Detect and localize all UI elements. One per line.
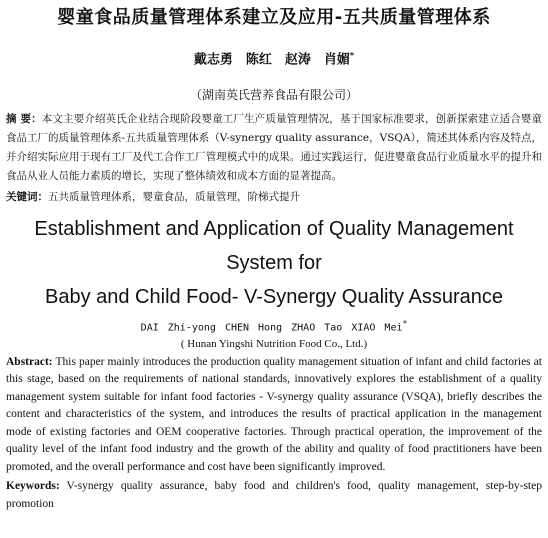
paper-page <box>0 6 548 538</box>
english-keywords-text: V-synergy quality assurance, baby food and children's food, quality management, step-by-step promotion <box>6 480 542 510</box>
chinese-author-names: 戴志勇 陈红 赵涛 肖媚 <box>193 52 350 68</box>
english-abstract-label: Abstract: <box>6 355 53 368</box>
chinese-keywords-text: 五共质量管理体系，婴童食品，质量管理，阶梯式提升 <box>48 191 300 204</box>
chinese-authors <box>6 46 542 70</box>
chinese-affiliation: （湖南英氏营养食品有限公司） <box>189 88 358 103</box>
chinese-keywords <box>6 188 542 206</box>
chinese-abstract <box>6 110 542 186</box>
english-keywords <box>6 478 542 513</box>
chinese-abstract-label: 摘 要： <box>6 113 42 126</box>
english-authors <box>6 316 542 336</box>
english-title <box>6 212 542 314</box>
english-title-line-1: Establishment and Application of Quality Management System for <box>34 218 514 275</box>
chinese-keywords-label: 关键词： <box>6 191 48 204</box>
chinese-title: 婴童食品质量管理体系建立及应用-五共质量管理体系 <box>57 7 491 28</box>
english-title-line-2: Baby and Child Food- V-Synergy Quality Assurance <box>44 286 504 309</box>
english-keywords-label: Keywords: <box>6 480 60 493</box>
english-abstract-text: This paper mainly introduces the production quality management situation of infant and child factories at this stage, based on the requirements of national standards, innovatively explores the establishment of a quality management system suitable for infant food factories - V-synergy quality assurance (VSQA), briefly describes the content and characteristics of the system, and introduces the results of practical application in the management mode of existing factories and OEM cooperative factories. Through practical operation, the improvement of the quality level of the infant food industry and the growth of the ability and quality of food practitioners have been promoted, and the overall performance and cost have been significantly improved. <box>6 355 543 473</box>
english-author-names: DAI Zhi-yong CHEN Hong ZHAO Tao XIAO Mei <box>140 322 403 334</box>
corresponding-author-mark: * <box>349 51 355 60</box>
english-affiliation: ( Hunan Yingshi Nutrition Food Co., Ltd.) <box>180 337 368 350</box>
english-corresponding-author-mark: * <box>402 319 408 329</box>
chinese-abstract-text: 本文主要介绍英氏企业结合现阶段婴童工厂生产质量管理情况，基于国家标准要求，创新探索建立适合婴童食品工厂的质量管理体系-五共质量管理体系（V-synergy quality assurance，VSQA），简述其体系内容及特点，并介绍实际应用于现有工厂及代工合作工厂管理模式中的成果。通过实践运行，促进婴童食品行业质量水平的提升和食品从业人员能力素质的增长，实现了整体绩效和成本方面的显著提高。 <box>6 113 543 183</box>
english-abstract <box>6 354 542 477</box>
